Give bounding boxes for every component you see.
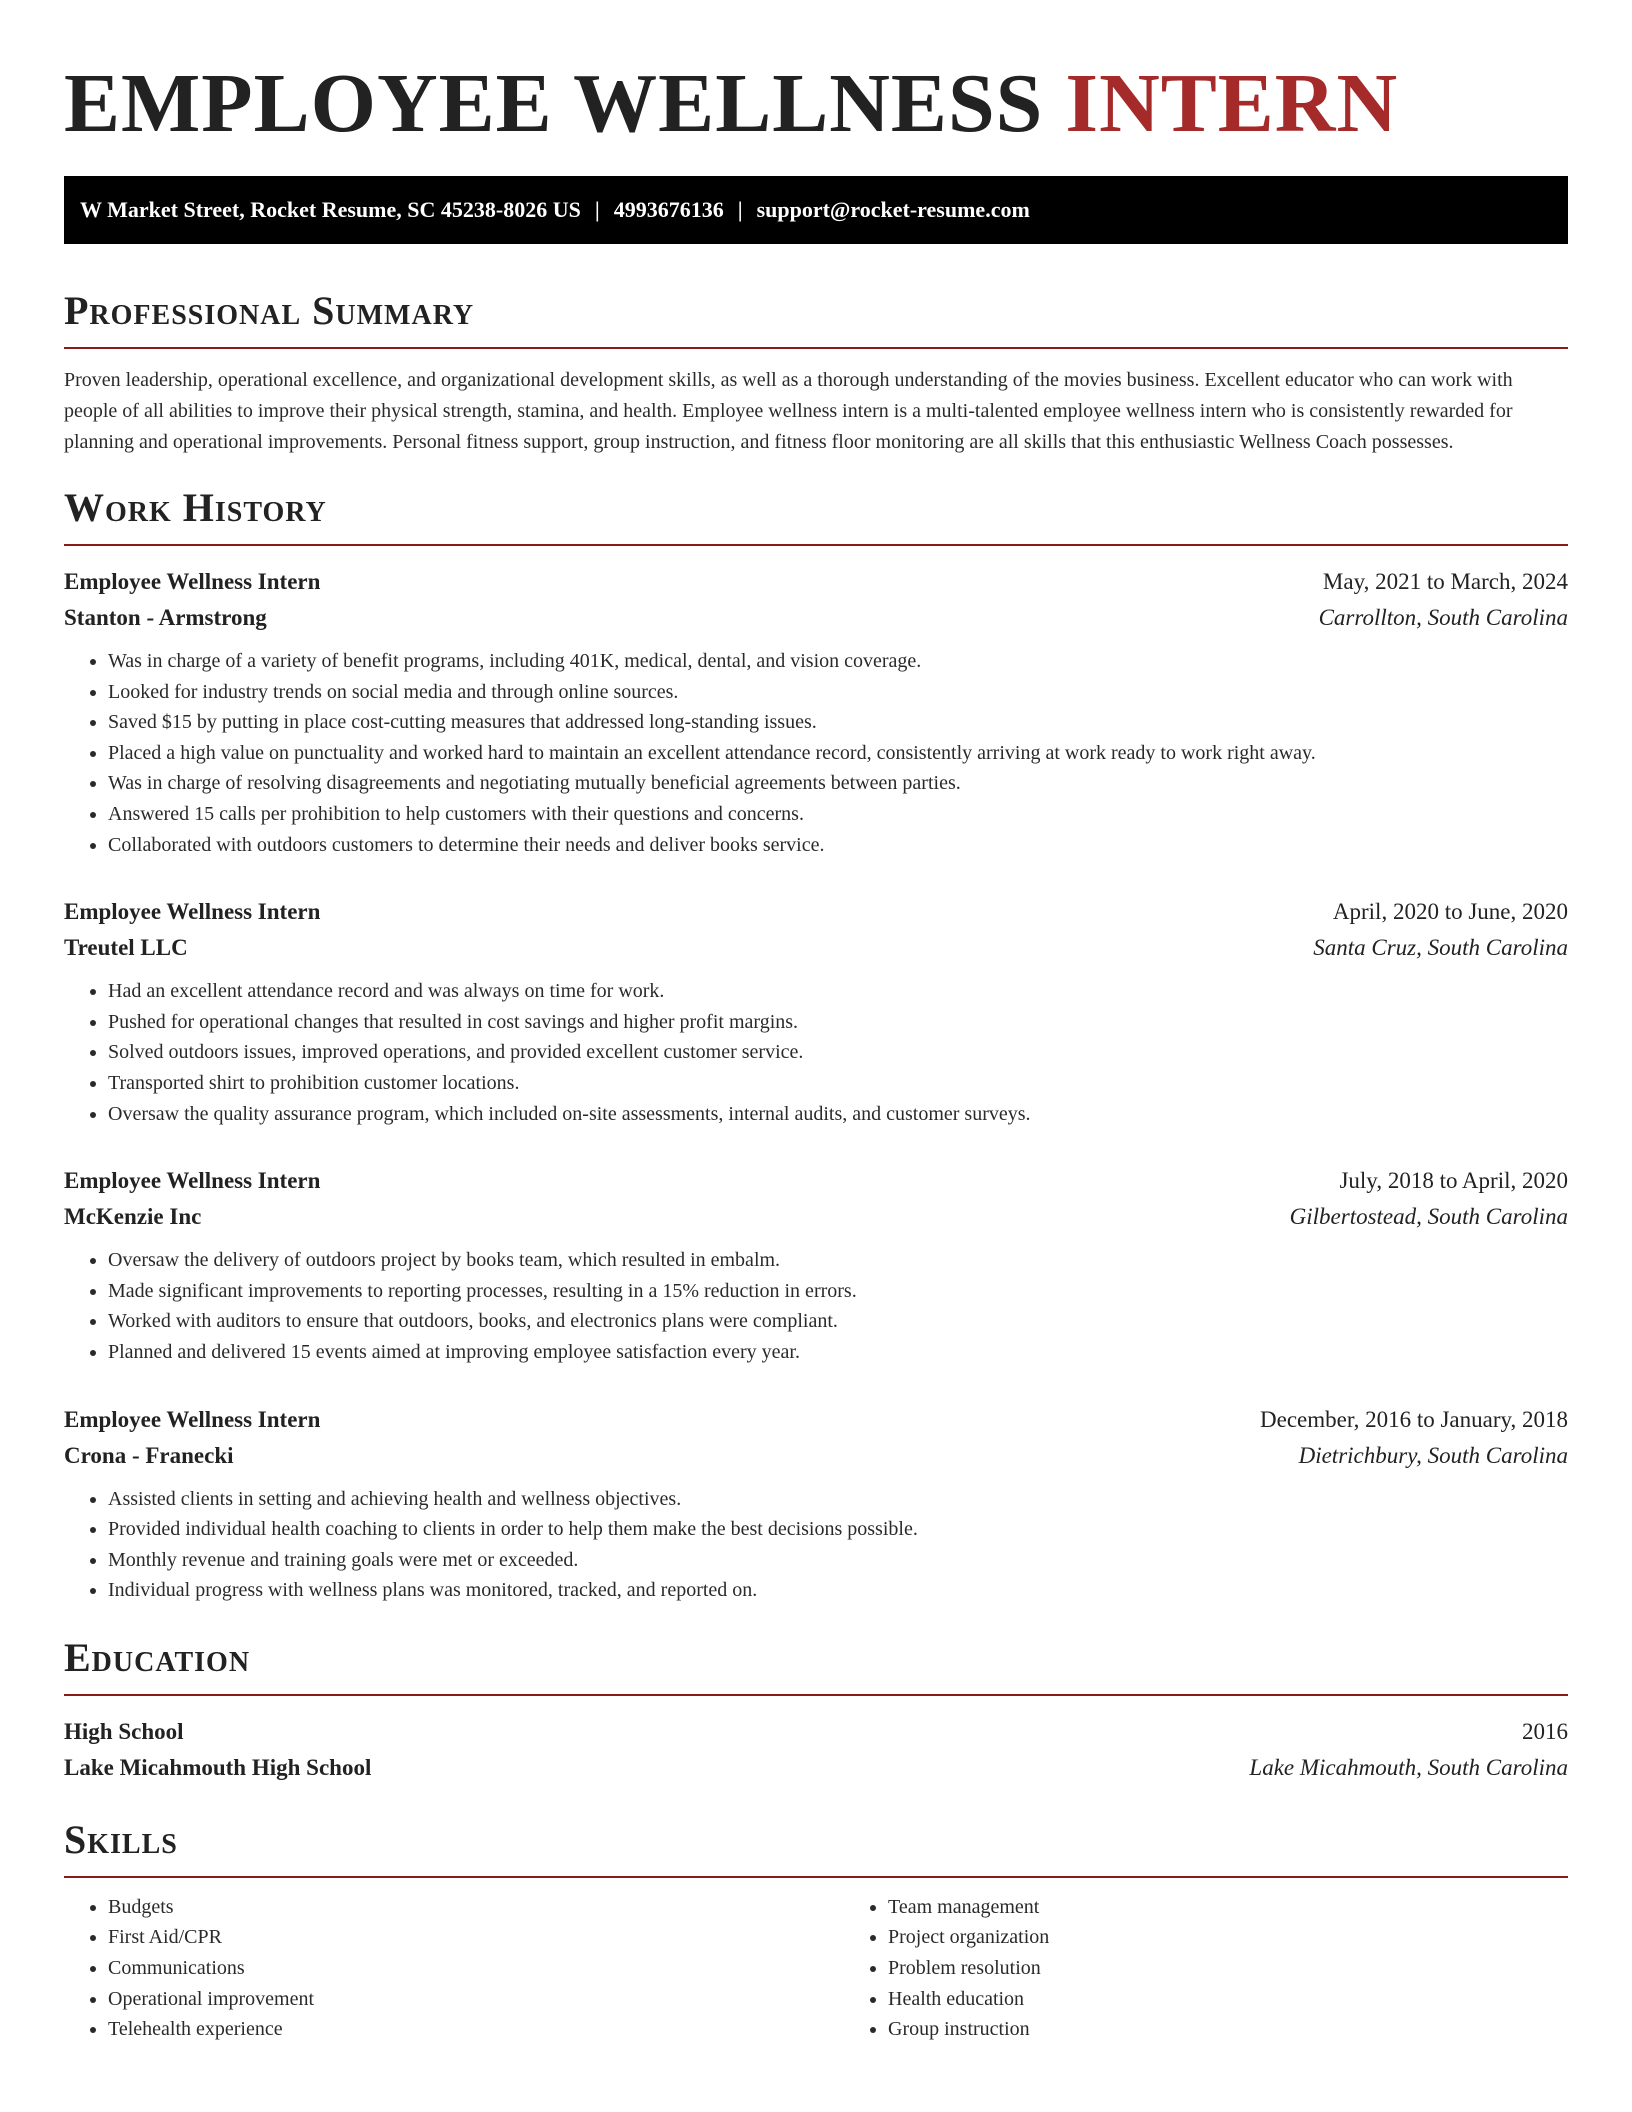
job-bullets <box>64 1484 1568 1606</box>
education-location: Lake Micahmouth, South Carolina <box>1249 1754 1568 1780</box>
contact-address: W Market Street, Rocket Resume, SC 45238-8026 US <box>80 197 581 222</box>
list-item: • Worked with auditors to ensure that outdoors, books, and electronics plans were compliant. <box>108 1306 1568 1337</box>
list-item: • Assisted clients in setting and achieving health and wellness objectives. <box>108 1484 1568 1515</box>
education-heading: Education <box>64 1634 251 1680</box>
skill-item: • Problem resolution <box>888 1953 1584 1984</box>
skill-item: • Group instruction <box>888 2014 1584 2045</box>
section-divider <box>64 1694 1568 1696</box>
job-bullets <box>64 976 1568 1129</box>
contact-email[interactable]: support@rocket-resume.com <box>756 197 1030 222</box>
skill-item: • First Aid/CPR <box>108 1922 804 1953</box>
resume-page <box>64 0 1568 2045</box>
job-location: Carrollton, South Carolina <box>1318 605 1568 630</box>
list-item: • Saved $15 by putting in place cost-cutting measures that addressed long-standing issues. <box>108 707 1568 738</box>
job-bullets <box>64 1245 1568 1367</box>
resume-name-title <box>64 56 1568 152</box>
education-section <box>64 1634 1568 1786</box>
list-item: • Placed a high value on punctuality and worked hard to maintain an excellent attendance record, consistently arriving at work ready to work right away. <box>108 738 1568 769</box>
job-company-row <box>64 600 1568 636</box>
job-entry <box>64 894 1568 1129</box>
name-accent: INTERN <box>1065 57 1399 150</box>
job-company: Treutel LLC <box>64 935 188 961</box>
skill-item: • Budgets <box>108 1892 804 1923</box>
contact-separator: | <box>737 197 743 222</box>
job-role: Employee Wellness Intern <box>64 899 321 925</box>
job-role: Employee Wellness Intern <box>64 1406 321 1432</box>
list-item: • Was in charge of resolving disagreements and negotiating mutually beneficial agreements between parties. <box>108 768 1568 799</box>
education-school: Lake Micahmouth High School <box>64 1754 372 1780</box>
contact-bar <box>64 176 1568 244</box>
list-item: • Provided individual health coaching to clients in order to help them make the best decisions possible. <box>108 1514 1568 1545</box>
job-header-row <box>64 894 1568 930</box>
job-dates: April, 2020 to June, 2020 <box>1332 899 1568 925</box>
section-divider <box>64 1876 1568 1878</box>
list-item: • Answered 15 calls per prohibition to help customers with their questions and concerns. <box>108 799 1568 830</box>
job-dates: December, 2016 to January, 2018 <box>1260 1406 1568 1432</box>
job-header-row <box>64 1402 1568 1438</box>
work-history-heading: Work History <box>64 485 327 530</box>
skills-list-right <box>844 1892 1584 2045</box>
list-item: • Solved outdoors issues, improved operations, and provided excellent customer service. <box>108 1037 1568 1068</box>
job-bullets <box>64 646 1568 860</box>
contact-separator: | <box>594 197 600 222</box>
job-header-row <box>64 564 1568 600</box>
skill-item: • Project organization <box>888 1922 1584 1953</box>
contact-phone[interactable]: 4993676136 <box>613 197 724 222</box>
name-main: EMPLOYEE WELLNESS <box>64 57 1044 150</box>
summary-section <box>64 287 1568 458</box>
job-role: Employee Wellness Intern <box>64 1168 321 1194</box>
job-entry <box>64 564 1568 860</box>
list-item: • Individual progress with wellness plans was monitored, tracked, and reported on. <box>108 1575 1568 1606</box>
section-divider <box>64 347 1568 349</box>
job-location: Dietrichbury, South Carolina <box>1298 1442 1568 1468</box>
education-entry <box>64 1714 1568 1786</box>
job-entry <box>64 1163 1568 1367</box>
list-item: • Made significant improvements to reporting processes, resulting in a 15% reduction in errors. <box>108 1276 1568 1307</box>
job-company: McKenzie Inc <box>64 1204 202 1230</box>
job-role: Employee Wellness Intern <box>64 569 321 594</box>
list-item: • Oversaw the delivery of outdoors project by books team, which resulted in embalm. <box>108 1245 1568 1276</box>
education-school-row <box>64 1750 1568 1786</box>
skill-item: • Team management <box>888 1892 1584 1923</box>
summary-heading: Professional Summary <box>64 288 475 333</box>
list-item: • Was in charge of a variety of benefit programs, including 401K, medical, dental, and vision coverage. <box>108 646 1568 677</box>
list-item: • Looked for industry trends on social media and through online sources. <box>108 677 1568 708</box>
job-location: Gilbertostead, South Carolina <box>1289 1204 1568 1230</box>
education-degree: High School <box>64 1718 184 1744</box>
list-item: • Collaborated with outdoors customers to determine their needs and deliver books service. <box>108 830 1568 861</box>
skills-columns <box>64 1892 1568 2045</box>
job-header-row <box>64 1163 1568 1199</box>
skill-item: • Communications <box>108 1953 804 1984</box>
job-entry <box>64 1402 1568 1606</box>
skill-item: • Telehealth experience <box>108 2014 804 2045</box>
skills-list-left <box>64 1892 804 2045</box>
job-company: Crona - Franecki <box>64 1442 234 1468</box>
list-item: • Oversaw the quality assurance program, which included on-site assessments, internal audits, and customer surveys. <box>108 1099 1568 1130</box>
education-year: 2016 <box>1522 1718 1568 1744</box>
job-company-row <box>64 930 1568 966</box>
job-company-row <box>64 1199 1568 1235</box>
skill-item: • Operational improvement <box>108 1984 804 2015</box>
education-header-row <box>64 1714 1568 1750</box>
section-divider <box>64 544 1568 546</box>
summary-text: Proven leadership, operational excellence, and organizational development skills, as well as a thorough understanding of the movies business. Excellent educator who can work with people of all abilities to improve their physical strength, stamina, and health. Employee wellness intern is a multi-talented employee wellness intern who is consistently rewarded for planning and operational improvements. Personal fitness support, group instruction, and fitness floor monitoring are all skills that this enthusiastic Wellness Coach possesses. <box>64 369 1513 453</box>
job-dates: July, 2018 to April, 2020 <box>1339 1168 1568 1194</box>
job-company: Stanton - Armstrong <box>64 605 267 630</box>
skill-item: • Health education <box>888 1984 1584 2015</box>
list-item: • Transported shirt to prohibition customer locations. <box>108 1068 1568 1099</box>
list-item: • Monthly revenue and training goals were met or exceeded. <box>108 1545 1568 1576</box>
skills-heading: Skills <box>64 1816 178 1862</box>
list-item: • Planned and delivered 15 events aimed at improving employee satisfaction every year. <box>108 1337 1568 1368</box>
list-item: • Pushed for operational changes that resulted in cost savings and higher profit margins. <box>108 1007 1568 1038</box>
list-item: • Had an excellent attendance record and was always on time for work. <box>108 976 1568 1007</box>
job-dates: May, 2021 to March, 2024 <box>1322 569 1568 594</box>
work-history-section <box>64 484 1568 1606</box>
job-company-row <box>64 1438 1568 1474</box>
skills-section <box>64 1816 1568 2045</box>
job-location: Santa Cruz, South Carolina <box>1313 935 1568 961</box>
